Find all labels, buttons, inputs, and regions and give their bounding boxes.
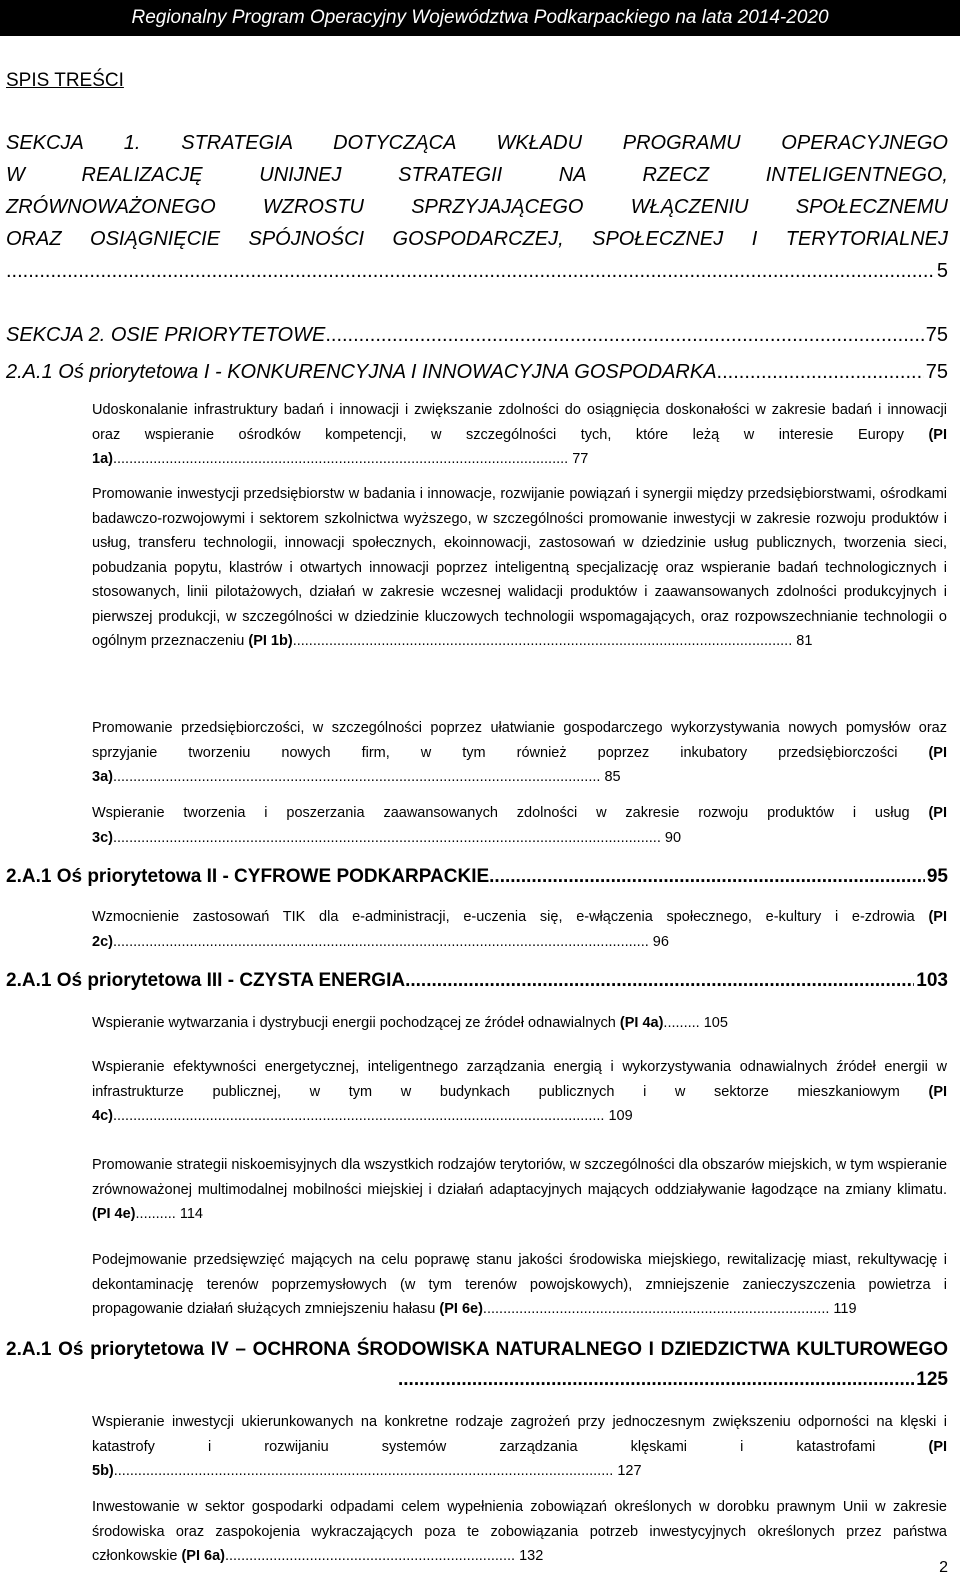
axis-1-label: 2.A.1 Oś priorytetowa I - KONKURENCYJNA I INNOWACYJNA GOSPODARKA [6,361,717,383]
item-page: 109 [608,1108,633,1124]
section-1-line-4: ORAZ OSIĄGNIĘCIE SPÓJNOŚCI GOSPODARCZEJ, SPOŁECZNEJ I TERYTORIALNEJ [6,228,948,250]
toc-item-pi-1b[interactable]: Promowanie inwestycji przedsiębiorstw w badania i innowacje, rozwijanie powiązań i synergii między przedsiębiorstwami, ośrodkami badawczo-rozwojowymi i sektorem szkolnictwa wyższego, w szczególności promowanie inwestycji w zakresie rozwoju produktów i usług, transferu technologii, innowacji społecznych, ekoinnowacji, zastosowań w dziedzinie usług publicznych, tworzenia sieci, pobudzania popytu, klastrów i otwartych innowacji poprzez inteligentną specjalizację oraz wspieranie badań technologicznych i stosowanych, linii pilotażowych, działań w zakresie wczesnej walidacji produktów i zaawansowanych zdolności produkcyjnych i pierwszej produkcji, w szczególności w dziedzinie kluczowych technologii wspomagających, oraz rozpowszechnianie technologii o ogólnym przeznaczeniu (PI 1b)............................................................................................................................ 81 [92,486,947,649]
toc-item-pi-5b[interactable]: Wspieranie inwestycji ukierunkowanych na konkretne rodzaje zagrożeń przy jednoczesnym zwiększeniu odporności na klęski i katastrofy i rozwijaniu systemów zarządzania klęskami i katastrofami (PI 5b)............................................................................................................................ 127 [92,1414,948,1479]
section-1-line-3: ZRÓWNOWAŻONEGO WZROSTU SPRZYJAJĄCEGO WŁĄCZENIU SPOŁECZNEMU [6,196,948,218]
item-pi: (PI 4e) [92,1206,136,1222]
item-pi: (PI 2c) [92,909,947,950]
item-pi: (PI 1a) [92,426,947,467]
axis-4-label: 2.A.1 Oś priorytetowa IV – OCHRONA ŚRODOWISKA NATURALNEGO I DZIEDZICTWA KULTUROWEGO [6,1339,948,1360]
axis-3-label: 2.A.1 Oś priorytetowa III - CZYSTA ENERGIA [6,970,406,991]
item-text: Promowanie strategii niskoemisyjnych dla wszystkich rodzajów terytoriów, w szczególności dla obszarów miejskich, w tym wspieranie zrównoważonej multimodalnej mobilności miejskiej i działań adaptacyjnych mających oddziaływanie łagodzące na zmiany klimatu. [92,1157,948,1198]
toc-axis-3[interactable] [6,966,948,996]
item-text: Promowanie inwestycji przedsiębiorstw w badania i innowacje, rozwijanie powiązań i synergii między przedsiębiorstwami, ośrodkami badawczo-rozwojowymi i sektorem szkolnictwa wyższego, w szczególności promowanie inwestycji w zakresie rozwoju produktów i usług, transferu technologii, innowacji społecznych, ekoinnowacji, zastosowań w dziedzinie usług publicznych, tworzenia sieci, pobudzania popytu, klastrów i otwartych innowacji poprzez inteligentną specjalizację oraz wspieranie badań technologicznych i stosowanych, linii pilotażowych, działań w zakresie wczesnej walidacji produktów i zaawansowanych zdolności produkcyjnych i pierwszej produkcji, w szczególności w dziedzinie kluczowych technologii wspomagających, oraz rozpowszechnianie technologii o ogólnym przeznaczeniu [92,486,947,649]
toc-item-pi-3c[interactable]: Wspieranie tworzenia i poszerzania zaawansowanych zdolności w zakresie rozwoju produktów i usług (PI 3c)........................................................................................................................................ 90 [92,805,947,846]
toc-title: SPIS TREŚCI [6,70,124,91]
toc-axis-1[interactable] [6,356,948,388]
header-title: Regionalny Program Operacyjny Województwa Podkarpackiego na lata 2014-2020 [131,7,829,28]
item-text: Inwestowanie w sektor gospodarki odpadami celem wypełnienia zobowiązań określonych w dorobku prawnym Unii w zakresie środowiska oraz zaspokojenia wykraczających poza te zobowiązania potrzeb inwestycyjnych określonych przez państwa członkowskie [92,1499,947,1564]
item-text: Wzmocnienie zastosowań TIK dla e-administracji, e-uczenia się, e-włączenia społecznego, e-kultury i e-zdrowia [92,909,915,925]
axis-4-page: 125 [916,1369,948,1390]
item-pi: (PI 6e) [439,1301,483,1317]
item-page: 90 [664,829,682,846]
item-pi: (PI 6a) [181,1548,225,1564]
item-page: 85 [604,769,621,785]
toc-item-pi-2c[interactable]: Wzmocnienie zastosowań TIK dla e-administracji, e-uczenia się, e-włączenia społecznego, e-kultury i e-zdrowia (PI 2c)..................................................................................................................................... 96 [92,909,947,950]
toc-item-pi-3a[interactable]: Promowanie przedsiębiorczości, w szczególności poprzez ułatwianie gospodarczego wykorzystywania nowych pomysłów oraz sprzyjanie tworzeniu nowych firm, w tym również poprzez inkubatory przedsiębiorczości (PI 3a)......................................................................................................................... 85 [92,720,947,785]
item-pi: (PI 1b) [248,633,293,649]
toc-item-pi-1a[interactable]: Udoskonalanie infrastruktury badań i innowacji i zwiększanie zdolności do osiągnięcia doskonałości w zakresie badań i innowacji oraz wspieranie ośrodków kompetencji, w szczególności tych, które leżą w interesie Europy (PI 1a)................................................................................................................. 77 [92,402,947,467]
item-text: Wspieranie inwestycji ukierunkowanych na konkretne rodzaje zagrożeń przy jednoczesnym zwiększeniu odporności na klęski i katastrofy i rozwijaniu systemów zarządzania klęskami i katastrofami [92,1414,947,1455]
axis-2-label: 2.A.1 Oś priorytetowa II - CYFROWE PODKARPACKIE [6,866,490,887]
item-page: 77 [572,451,589,467]
toc-item-pi-6a[interactable]: Inwestowanie w sektor gospodarki odpadami celem wypełnienia zobowiązań określonych w dorobku prawnym Unii w zakresie środowiska oraz zaspokojenia wykraczających poza te zobowiązania potrzeb inwestycyjnych określonych przez państwa członkowskie (PI 6a)........................................................................ 132 [92,1499,947,1564]
item-text: Promowanie przedsiębiorczości, w szczególności poprzez ułatwianie gospodarczego wykorzystywania nowych pomysłów oraz sprzyjanie tworzeniu nowych firm, w tym również poprzez inkubatory przedsiębiorczości [92,720,947,761]
item-pi: (PI 3c) [92,805,947,846]
item-page: 81 [796,633,813,649]
toc-item-pi-4e[interactable]: Promowanie strategii niskoemisyjnych dla wszystkich rodzajów terytoriów, w szczególności dla obszarów miejskich, w tym wspieranie zrównoważonej multimodalnej mobilności miejskiej i działań adaptacyjnych mających oddziaływanie łagodzące na zmiany klimatu. (PI 4e).......... 114 [92,1157,948,1222]
toc-item-pi-6e[interactable]: Podejmowanie przedsięwzięć mających na celu poprawę stanu jakości środowiska miejskiego, rewitalizację miast, rekultywację i dekontaminację terenów poprzemysłowych (w tym terenów powojskowych), zmniejszenie zanieczyszczenia powietrza i propagowanie działań służących zmniejszeniu hałasu (PI 6e)...................................................................................... 119 [92,1252,947,1317]
item-text: Wspieranie tworzenia i poszerzania zaawansowanych zdolności w zakresie rozwoju produktów i usług [92,805,910,821]
item-pi: (PI 4a) [619,1015,664,1031]
section-2-page: 75 [925,324,948,346]
toc-item-pi-4a[interactable]: Wspieranie wytwarzania i dystrybucji energii pochodzącej ze źródeł odnawialnych (PI 4a)......... 105 [92,1015,728,1031]
section-1-page: 5 [936,260,948,282]
item-text: Udoskonalanie infrastruktury badań i innowacji i zwiększanie zdolności do osiągnięcia doskonałości w zakresie badań i innowacji oraz wspieranie ośrodków kompetencji, w szczególności tych, które leżą w interesie Europy [92,402,947,443]
item-page: 114 [179,1206,203,1222]
axis-3-page: 103 [916,970,948,991]
section-1-line-1: SEKCJA 1. STRATEGIA DOTYCZĄCA WKŁADU PROGRAMU OPERACYJNEGO [6,132,948,154]
section-2-label: SEKCJA 2. OSIE PRIORYTETOWE [6,324,326,346]
item-text: Podejmowanie przedsięwzięć mających na celu poprawę stanu jakości środowiska miejskiego, rewitalizację miast, rekultywację i dekontaminację terenów poprzemysłowych (w tym terenów powojskowych), zmniejszenie zanieczyszczenia powietrza i propagowanie działań służących zmniejszeniu hałasu [92,1252,947,1317]
toc-axis-4[interactable] [6,1335,948,1365]
toc-axis-4-leader [6,1365,948,1395]
section-1-line-2: W REALIZACJĘ UNIJNEJ STRATEGII NA RZECZ INTELIGENTNEGO, [6,164,948,186]
item-page: 96 [652,933,669,950]
toc-section-1[interactable] [6,127,948,287]
item-page: 132 [519,1548,544,1564]
item-page: 105 [703,1015,728,1031]
toc-section-2[interactable] [6,319,948,351]
item-pi: (PI 4c) [92,1083,948,1124]
toc-axis-2[interactable] [6,862,948,892]
page-number: 2 [939,1559,948,1576]
item-pi: (PI 3a) [92,744,947,785]
axis-2-page: 95 [926,866,948,887]
item-page: 119 [833,1301,857,1317]
item-pi: (PI 5b) [92,1438,948,1479]
item-text: Wspieranie efektywności energetycznej, inteligentnego zarządzania energią i wykorzystywania odnawialnych źródeł energii w infrastrukturze publicznej, w tym w budynkach publicznych i w sektorze mieszkaniowym [92,1059,947,1100]
toc-item-pi-4c[interactable]: Wspieranie efektywności energetycznej, inteligentnego zarządzania energią i wykorzystywania odnawialnych źródeł energii w infrastrukturze publicznej, w tym w budynkach publicznych i w sektorze mieszkaniowym (PI 4c).......................................................................................................................... 109 [92,1059,948,1124]
item-text: Wspieranie wytwarzania i dystrybucji energii pochodzącej ze źródeł odnawialnych [92,1015,616,1031]
axis-1-page: 75 [925,361,948,383]
item-page: 127 [617,1463,642,1479]
